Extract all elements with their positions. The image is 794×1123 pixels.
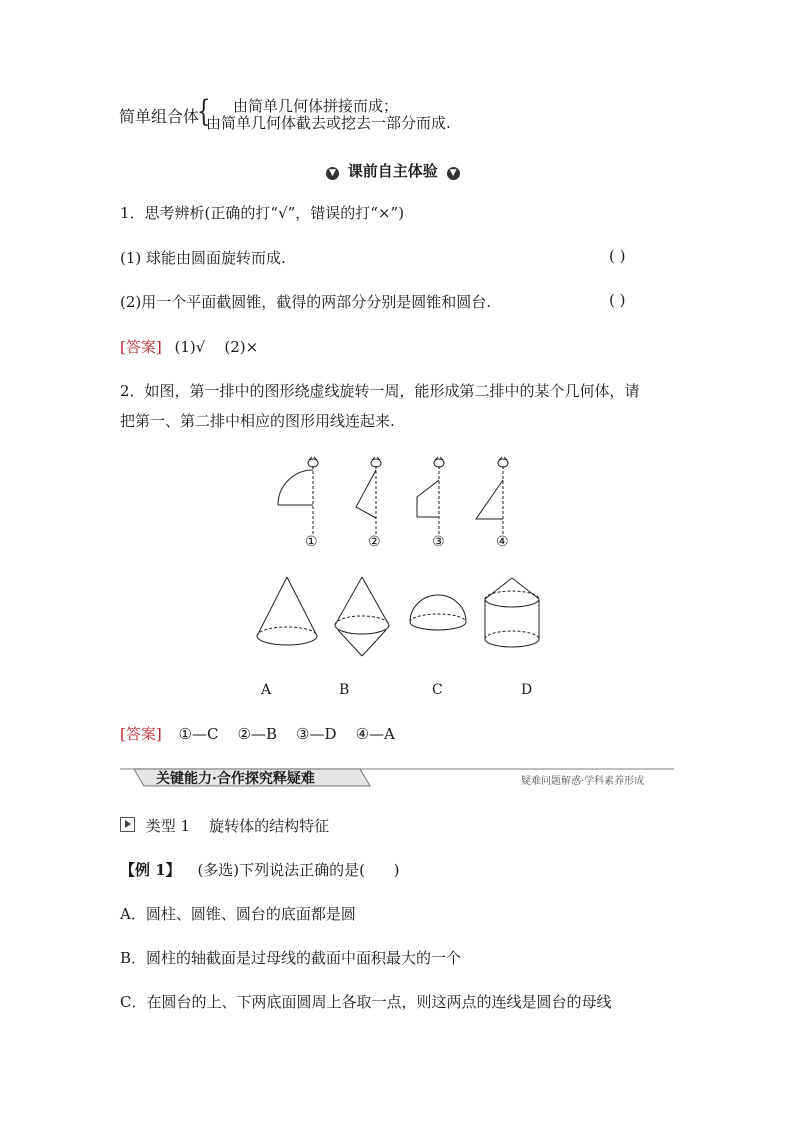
combo-label: 简单组合体 [119,107,200,126]
option-B: B．圆柱的轴截面是过母线的截面中面积最大的一个 [120,949,462,967]
example-text: (多选)下列说法正确的是( ) [197,861,400,879]
answer-text: ①—C ②—B ③—D ④—A [178,725,395,743]
answer-tag: [答案] [120,338,162,356]
example-tag: 【例 1】 [120,861,181,879]
bottom-label-A: A [261,682,272,698]
example-1 [120,859,399,880]
left-brace: { [197,94,211,129]
q1-item-1: (1) 球能由圆面旋转而成. [120,249,286,267]
rotation-figure [0,450,794,730]
shape-3-trapezoid [417,457,444,534]
answer-text: (1)√ (2)× [174,338,259,356]
answer-tag: [答案] [120,725,162,743]
combo-line-1: 由简单几何体拼接而成； [233,97,399,115]
shape-4-right-triangle [476,457,508,534]
section-right-text: 疑难问题解惑·学科素养形成 [521,776,645,787]
q2-stem-line-1: 2．如图，第一排中的图形绕虚线旋转一周，能形成第二排中的某个几何体，请 [120,382,640,400]
type-text: 类型 1 旋转体的结构特征 [145,817,330,835]
section-heading [326,160,460,181]
section-title: 关键能力·合作探究释疑难 [156,771,315,787]
heading-text: 课前自主体验 [347,162,438,180]
type-heading [120,815,329,836]
combo-line-2: 由简单几何体截去或挖去一部分而成. [206,114,451,132]
shape-2-triangle [356,457,381,534]
chevron-down-icon: ▼ [447,167,460,180]
top-label-2: ② [368,534,381,550]
bottom-label-B: B [339,682,350,698]
solid-B-double-cone [335,577,389,656]
q2-answer [120,723,395,744]
section-bar [120,766,674,788]
q1-item-2: (2)用一个平面截圆锥，截得的两部分分别是圆锥和圆台. [120,293,492,311]
play-triangle-icon [120,817,135,832]
shape-1-quarter-circle [278,457,318,534]
top-label-4: ④ [496,534,509,550]
q1-answer [120,336,258,357]
top-label-1: ① [305,534,318,550]
bottom-label-D: D [521,682,533,698]
solid-C-hemisphere [410,595,466,630]
q2-stem-line-2: 把第一、第二排中相应的图形用线连起来. [120,412,395,430]
solid-A-cone [257,577,317,645]
q1-paren-2: ( ) [609,291,626,309]
option-A: A．圆柱、圆锥、圆台的底面都是圆 [120,905,356,923]
q1-stem: 1．思考辨析(正确的打“√”，错误的打“×”) [120,204,405,222]
chevron-down-icon: ▼ [326,167,339,180]
q1-paren-1: ( ) [609,247,626,265]
solid-D-cone-on-cylinder [485,578,539,647]
option-C: C．在圆台的上、下两底面圆周上各取一点，则这两点的连线是圆台的母线 [120,993,612,1011]
bottom-label-C: C [432,682,443,698]
top-label-3: ③ [432,534,445,550]
